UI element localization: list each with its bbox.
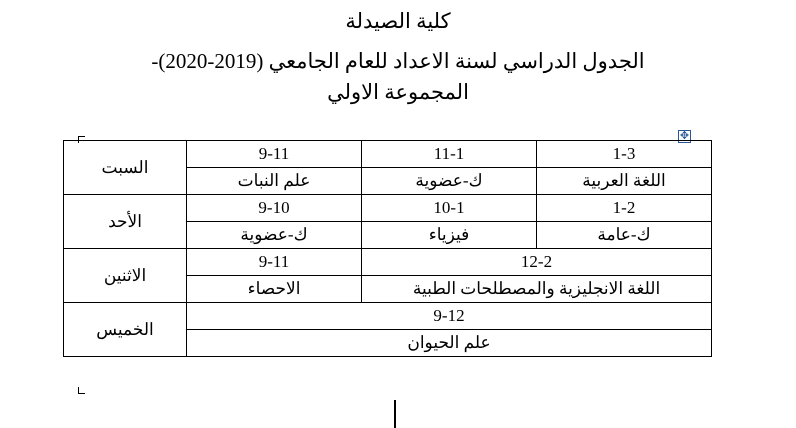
page-title: كلية الصيدلة bbox=[345, 9, 451, 33]
page-subtitle-line1: الجدول الدراسي لسنة الاعداد للعام الجامعي (2019-2020)- bbox=[151, 49, 645, 73]
slot-time: 9-12 bbox=[187, 303, 712, 330]
page-subtitle-line2: المجموعة الاولي bbox=[327, 80, 469, 104]
slot-time: 12-2 bbox=[362, 249, 712, 276]
table-row bbox=[64, 303, 712, 330]
slot-subject: الاحصاء bbox=[187, 276, 362, 303]
slot-time: 1-3 bbox=[537, 141, 712, 168]
table-row bbox=[64, 195, 712, 222]
day-label: الاثنين bbox=[64, 249, 187, 303]
schedule-table bbox=[63, 140, 712, 357]
title-block bbox=[0, 0, 796, 108]
slot-time: 9-11 bbox=[187, 249, 362, 276]
slot-subject: ك-عضوية bbox=[187, 222, 362, 249]
table-row bbox=[64, 249, 712, 276]
slot-time: 1-2 bbox=[537, 195, 712, 222]
table-corner-mark-bottom bbox=[78, 393, 85, 394]
day-label: السبت bbox=[64, 141, 187, 195]
slot-subject: اللغة العربية bbox=[537, 168, 712, 195]
table-corner-mark-bottom-vertical bbox=[78, 387, 79, 394]
text-cursor bbox=[394, 400, 396, 428]
schedule-table-wrapper bbox=[84, 140, 712, 357]
table-move-handle-icon[interactable]: ✥ bbox=[679, 130, 690, 142]
slot-time: 9-10 bbox=[187, 195, 362, 222]
day-label: الخميس bbox=[64, 303, 187, 357]
slot-subject: علم الحيوان bbox=[187, 330, 712, 357]
slot-subject: ك-عامة bbox=[537, 222, 712, 249]
slot-time: 11-1 bbox=[362, 141, 537, 168]
slot-subject: علم النبات bbox=[187, 168, 362, 195]
slot-time: 9-11 bbox=[187, 141, 362, 168]
slot-subject: فيزياء bbox=[362, 222, 537, 249]
slot-subject: ك-عضوية bbox=[362, 168, 537, 195]
table-row bbox=[64, 141, 712, 168]
slot-subject: اللغة الانجليزية والمصطلحات الطبية bbox=[362, 276, 712, 303]
table-corner-mark-top bbox=[78, 136, 85, 137]
slot-time: 10-1 bbox=[362, 195, 537, 222]
day-label: الأحد bbox=[64, 195, 187, 249]
